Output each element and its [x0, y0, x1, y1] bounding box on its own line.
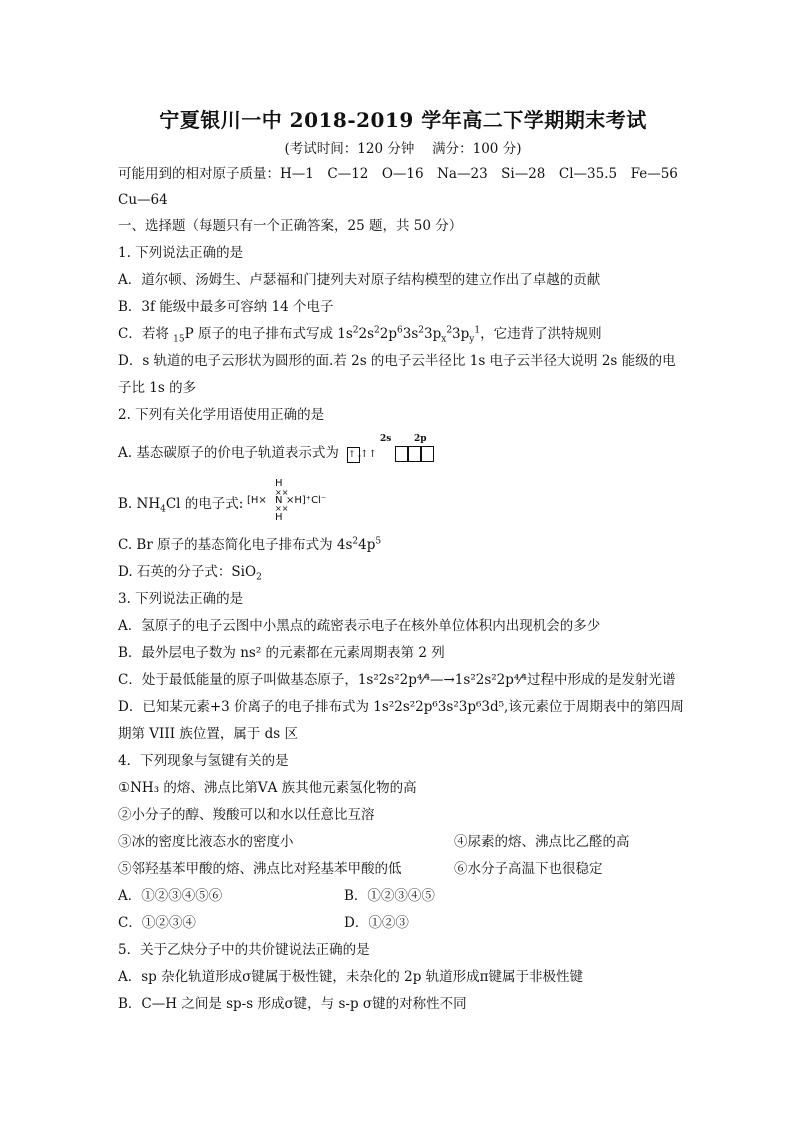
q5-option-b: B．C—H 之间是 sp-s 形成σ键，与 s-p σ键的对称性不同 — [118, 996, 467, 1012]
lewis-h-top: H — [275, 478, 283, 489]
q4-item-5: ⑤邻羟基苯甲酸的熔、沸点比对羟基苯甲酸的低 — [118, 861, 402, 877]
q1-option-a: A．道尔顿、汤姆生、卢瑟福和门捷列夫对原子结构模型的建立作出了卓越的贡献 — [118, 272, 601, 288]
section-heading: 一、选择题（每题只有一个正确答案，25 题，共 50 分） — [118, 218, 463, 234]
q2-stem: 2. 下列有关化学用语使用正确的是 — [118, 407, 325, 423]
lewis-bracket-left: [H× — [247, 495, 267, 506]
q1-option-c: C．若将 $_{15}$P 原子的电子排布式写成 $1s^22s^22p^63s^23p_x^23p_y^1$，它违背了洪特规则 — [118, 325, 602, 345]
q3-option-a: A．氢原子的电子云图中小黑点的疏密表示电子在核外单位体积内出现机会的多少 — [118, 618, 601, 634]
lewis-bracket-right: ×H]⁺Cl⁻ — [286, 495, 327, 506]
q4-stem: 4．下列现象与氢键有关的是 — [118, 753, 289, 769]
orbital-box-2p-1 — [395, 446, 408, 462]
q4-item-3: ③冰的密度比液态水的密度小 — [118, 834, 294, 850]
atomic-masses-line1: 可能用到的相对原子质量：H—1 C—12 O—16 Na—23 Si—28 Cl—35.5 Fe—56 — [118, 166, 678, 182]
orbital-diagram-2p — [395, 444, 434, 462]
orbital-box-2s: ↑↓ — [347, 447, 360, 463]
q1-option-b: B．3f 能级中最多可容纳 14 个电子 — [118, 299, 334, 315]
q2-option-d: D. 石英的分子式：SiO$_2$ — [118, 564, 262, 583]
q4-item-6: ⑥水分子高温下也很稳定 — [454, 861, 603, 877]
exam-subtitle: (考试时间：120 分钟 满分：100 分) — [284, 141, 522, 157]
orbital-diagram-2s: ↑↓↑↑ — [347, 446, 377, 464]
orbital-label-2s: 2s — [380, 434, 392, 444]
q1-stem: 1. 下列说法正确的是 — [118, 245, 244, 261]
lewis-pair-top: ×× — [275, 488, 289, 497]
q5-stem: 5．关于乙炔分子中的共价键说法正确的是 — [118, 942, 370, 958]
q4-option-c: C．①②③④ — [118, 915, 196, 931]
q3-stem: 3. 下列说法正确的是 — [118, 591, 244, 607]
lewis-pair-bottom: ×× — [275, 504, 289, 513]
q4-item-1: ①NH₃ 的熔、沸点比第ⅤA 族其他元素氢化物的高 — [118, 780, 417, 796]
q3-option-b: B．最外层电子数为 ns² 的元素都在元素周期表第 2 列 — [118, 645, 445, 661]
lewis-h-bottom: H — [275, 512, 283, 523]
q3-option-d-line2: 期第 VIII 族位置，属于 ds 区 — [118, 726, 298, 742]
q4-item-2: ②小分子的醇、羧酸可以和水以任意比互溶 — [118, 807, 375, 823]
orbital-label-2p: 2p — [414, 434, 427, 444]
q3-option-d-line1: D．已知某元素+3 价离子的电子排布式为 1s²2s²2p⁶3s²3p⁶3d⁵,该元素位于周期表中的第四周 — [118, 699, 684, 715]
q1-option-d-line2: 子比 1s 的多 — [118, 380, 197, 396]
q2-option-a: A. 基态碳原子的价电子轨道表示式为 ↑↓↑↑ — [118, 444, 434, 464]
q5-option-a: A．sp 杂化轨道形成σ键属于极性键，未杂化的 2p 轨道形成π键属于非极性键 — [118, 969, 584, 985]
atomic-masses-line2: Cu—64 — [118, 192, 168, 208]
lewis-n: N — [275, 495, 283, 506]
q4-option-b: B．①②③④⑤ — [344, 888, 435, 904]
q4-option-d: D．①②③ — [344, 915, 409, 931]
q1-option-d-line1: D．s 轨道的电子云形状为圆形的面.若 2s 的电子云半径比 1s 电子云半径大说明 2s 能级的电 — [118, 353, 676, 369]
exam-title: 宁夏银川一中 2018-2019 学年高二下学期期末考试 — [159, 108, 647, 132]
q4-option-a: A．①②③④⑤⑥ — [118, 888, 223, 904]
q3-option-c: C．处于最低能量的原子叫做基态原子，1s²2s²2p⁴⁄⁴—→1s²2s²2p⁴⁄⁴过程中形成的是发射光谱 — [118, 672, 676, 688]
orbital-box-2p-3 — [421, 446, 434, 462]
q4-item-4: ④尿素的熔、沸点比乙醛的高 — [454, 834, 630, 850]
q2-option-c: C. Br 原子的基态简化电子排布式为 $4s^24p^5$ — [118, 536, 382, 553]
q2-option-b: B. $NH_4Cl$ 的电子式: — [118, 496, 244, 515]
orbital-box-2p-2 — [408, 446, 421, 462]
